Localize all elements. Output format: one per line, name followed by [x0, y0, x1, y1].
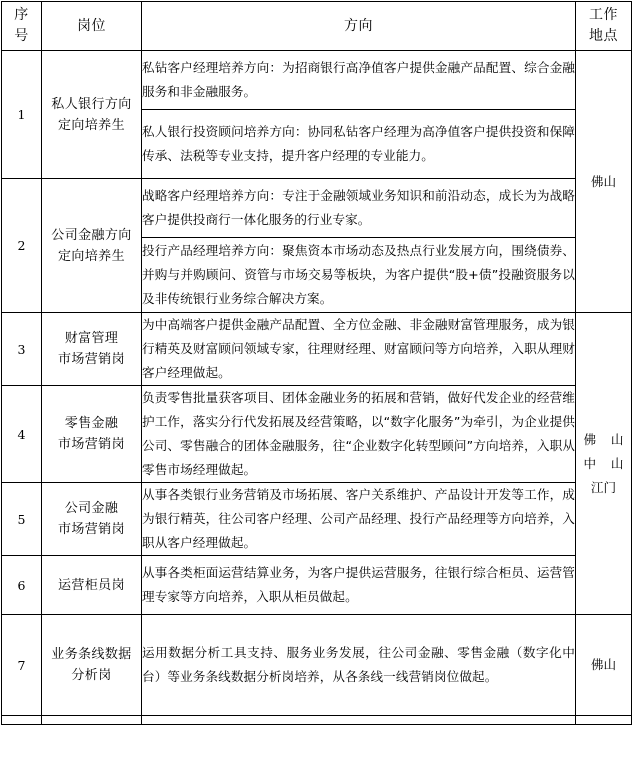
direction-cell: 从事各类柜面运营结算业务，为客户提供运营服务，往银行综合柜员、运营管理专家等方向培养，入职从柜员做起。 — [142, 556, 576, 615]
document-page — [0, 1, 632, 757]
post-cell-5 — [42, 483, 142, 556]
location-line: 佛山 — [590, 173, 617, 189]
header-cell-location — [576, 2, 632, 51]
direction-cell: 私钻客户经理培养方向：为招商银行高净值客户提供金融产品配置、综合金融服务和非金融服务。 — [142, 51, 576, 110]
location-cell-group-3 — [576, 615, 632, 716]
table-row — [2, 556, 632, 615]
table-header — [2, 2, 632, 51]
direction-cell: 运用数据分析工具支持、服务业务发展，往公司金融、零售金融（数字化中台）等业务条线数据分析岗培养，从各条线一线营销岗位做起。 — [142, 615, 576, 716]
location-line: 中山 — [583, 455, 624, 471]
header-cell-no — [2, 2, 42, 51]
header-direction-line-1: 方向 — [344, 17, 373, 34]
direction-cell: 投行产品经理培养方向：聚焦资本市场动态及热点行业发展方向，围绕债券、并购与并购顾问、资管与市场交易等板块，为客户提供“股+债”投融资服务以及非传统银行业务综合解决方案。 — [142, 238, 576, 313]
direction-cell: 从事各类银行业务营销及市场拓展、客户关系维护、产品设计开发等工作，成为银行精英，往公司客户经理、公司产品经理、投行产品经理等方向培养，入职从客户经理做起。 — [142, 483, 576, 556]
row-number-partial — [2, 716, 42, 725]
table-row — [2, 51, 632, 110]
row-number-1: 1 — [2, 51, 42, 179]
header-post-line-1: 岗位 — [77, 17, 106, 34]
location-cell-group-1 — [576, 51, 632, 313]
header-no-line-1: 序 — [14, 7, 29, 23]
direction-cell: 负责零售批量获客项目、团体金融业务的拓展和营销，做好代发企业的经营维护工作，落实分行代发拓展及经营策略，以“数字化服务”为牵引，为企业提供公司、零售融合的团体金融服务，往“企业数字化转型顾问”方向培养，入职从零售市场经理做起。 — [142, 386, 576, 483]
post-line: 公司金融方向 — [51, 227, 132, 243]
row-number-2: 2 — [2, 179, 42, 313]
location-cell-partial — [576, 716, 632, 725]
location-line: 佛山 — [583, 431, 624, 447]
header-cell-post — [42, 2, 142, 51]
job-positions-table — [1, 1, 632, 725]
post-cell-6 — [42, 556, 142, 615]
post-cell-2 — [42, 179, 142, 313]
header-location-line-1: 工作 — [589, 7, 618, 23]
post-line: 财富管理 — [64, 331, 119, 346]
post-line: 业务条线数据 — [51, 647, 132, 662]
table-row — [2, 386, 632, 483]
post-cell-3 — [42, 313, 142, 386]
post-line: 公司金融 — [64, 501, 119, 516]
post-line: 定向培养生 — [57, 117, 125, 133]
row-number-6: 6 — [2, 556, 42, 615]
direction-cell: 私人银行投资顾问培养方向：协同私钻客户经理为高净值客户提供投资和保障传承、法税等专业支持，提升客户经理的专业能力。 — [142, 110, 576, 179]
header-no-line-2: 号 — [14, 28, 29, 44]
row-number-3: 3 — [2, 313, 42, 386]
table-row — [2, 483, 632, 556]
header-location-line-2: 地点 — [589, 28, 618, 44]
post-cell-1 — [42, 51, 142, 179]
header-cell-direction — [142, 2, 576, 51]
post-cell-7 — [42, 615, 142, 716]
row-number-5: 5 — [2, 483, 42, 556]
table-row-partial — [2, 716, 632, 725]
post-line: 市场营销岗 — [57, 522, 125, 537]
post-line: 零售金融 — [64, 416, 119, 431]
table-row — [2, 179, 632, 238]
location-cell-group-2 — [576, 313, 632, 615]
row-number-7: 7 — [2, 615, 42, 716]
post-line: 市场营销岗 — [57, 352, 125, 367]
direction-cell: 战略客户经理培养方向：专注于金融领域业务知识和前沿动态，成长为为战略客户提供投商行一体化服务的行业专家。 — [142, 179, 576, 238]
post-line: 定向培养生 — [57, 248, 125, 264]
location-line: 佛山 — [590, 657, 617, 672]
post-cell-4 — [42, 386, 142, 483]
post-line: 私人银行方向 — [51, 96, 132, 112]
post-line: 分析岗 — [71, 668, 112, 683]
row-number-4: 4 — [2, 386, 42, 483]
post-line: 运营柜员岗 — [57, 577, 125, 593]
header-row — [2, 2, 632, 51]
table-row — [2, 615, 632, 716]
post-line: 市场营销岗 — [57, 437, 125, 452]
direction-cell: 为中高端客户提供金融产品配置、全方位金融、非金融财富管理服务，成为银行精英及财富顾问领域专家，往理财经理、财富顾问等方向培养，入职从理财客户经理做起。 — [142, 313, 576, 386]
table-body — [2, 51, 632, 725]
table-row — [2, 313, 632, 386]
location-line: 江门 — [590, 479, 617, 495]
direction-cell-partial — [142, 716, 576, 725]
post-cell-partial — [42, 716, 142, 725]
